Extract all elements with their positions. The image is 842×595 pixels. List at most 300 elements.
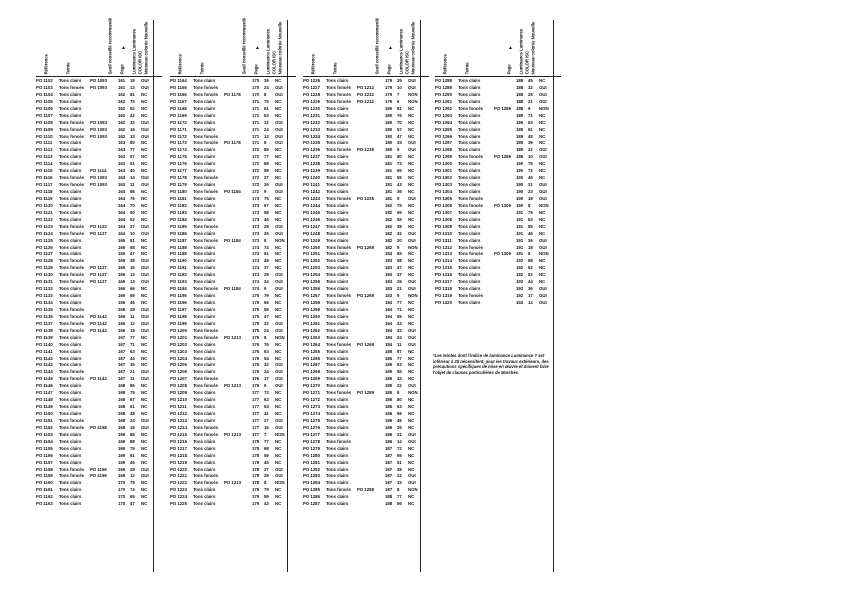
cell-seuil: PO 1114 [90,168,107,174]
cell-teinte: Tons clairs [59,452,82,458]
cell-reference: PO 1251 [303,251,320,257]
cell-seuil: PO 1212 [357,84,374,90]
cell-page: 180 [385,147,393,153]
cell-seuil: PO 1178 [224,91,241,97]
cell-reference: PO 1291 [435,98,452,104]
cell-page: 165 [118,237,126,243]
cell-seuil: PO 1306 [494,251,511,257]
cell-colorisc: OUI [275,466,283,472]
cell-page: 178 [252,480,260,486]
cell-luminance: 36 [528,286,533,292]
cell-teinte: Tons clairs [458,279,481,285]
cell-teinte: Tons clairs [326,383,349,389]
cell-teinte: Tons clairs [458,78,481,83]
cell-luminance: 65 [397,168,402,174]
cell-teinte: Tons clairs [193,78,216,83]
cell-colorisc: NC [141,189,148,194]
cell-reference: PO 1211 [170,404,187,410]
cell-seuil [224,99,252,106]
cell-teinte: Tons clairs [193,230,216,236]
cell-page: 169 [118,473,126,479]
cell-reference: PO 1163 [36,501,53,507]
cell-luminance: 12 [130,473,135,479]
cell-page: 166 [118,300,126,305]
cell-reference: PO 1316 [435,272,452,278]
cell-luminance: 46 [528,175,533,181]
cell-page: 170 [118,487,126,493]
cell-reference: PO 1158 [36,466,53,472]
table-row [170,418,296,425]
cell-page: 162 [118,105,126,111]
cell-seuil [357,307,385,314]
cell-reference: PO 1103 [36,84,53,90]
cell-luminance: 67 [130,397,135,403]
cell-colorisc: OUI [275,272,283,278]
cell-teinte: Tons clairs [193,279,216,285]
cell-luminance: 8 [264,334,267,340]
cell-page: 180 [385,119,393,125]
cell-teinte: Tons clairs [193,126,216,132]
cell-luminance: 43 [397,182,402,188]
cell-luminance: 57 [397,126,402,132]
cell-teinte: Tons clairs [326,320,349,326]
table-row [303,85,429,92]
cell-luminance: 61 [130,452,135,458]
cell-reference: PO 1105 [36,98,53,104]
cell-colorisc: NON [275,480,285,486]
cell-teinte: Tons clairs [59,383,82,389]
cell-page: 178 [252,459,260,465]
cell-reference: PO 1182 [170,202,187,208]
cell-teinte: Tons clairs [326,112,349,118]
cell-luminance: 76 [397,112,402,118]
cell-colorisc: NC [275,175,282,181]
cell-seuil [90,446,118,453]
cell-luminance: 10 [130,230,135,236]
cell-seuil [357,494,385,501]
cell-seuil [90,245,118,252]
cell-reference: PO 1169 [170,112,187,118]
cell-seuil [224,203,252,210]
cell-seuil [357,349,385,356]
cell-luminance: 61 [130,404,135,410]
header-ref: Référence [177,53,183,74]
cell-page: 184 [385,313,393,319]
cell-colorisc: OUI [408,147,416,153]
cell-colorisc: NC [141,459,148,465]
cell-colorisc: OUI [539,237,547,243]
cell-reference: PO 1283 [303,473,320,479]
cell-luminance: 47 [130,251,135,257]
table-row [36,328,162,335]
column-header [36,17,162,77]
cell-teinte: Tons clairs [326,119,349,125]
cell-reference: PO 1298 [435,147,452,153]
cell-colorisc: NC [275,487,282,493]
cell-page: 166 [118,313,126,319]
cell-colorisc: NC [275,195,282,201]
cell-teinte: Tons clairs [59,78,82,83]
cell-reference: PO 1235 [303,140,320,146]
table-row [303,349,429,356]
cell-reference: PO 1304 [435,189,452,194]
cell-reference: PO 1276 [303,424,320,430]
cell-seuil [357,460,385,467]
cell-page: 164 [118,223,126,229]
cell-seuil [224,175,252,182]
cell-page: 181 [385,161,393,167]
cell-reference: PO 1115 [36,168,53,174]
table-row [303,467,429,474]
cell-reference: PO 1130 [36,272,53,278]
cell-colorisc: NC [539,272,546,278]
cell-seuil [357,189,385,196]
cell-page: 168 [118,411,126,416]
cell-teinte: Tons clairs [59,404,82,410]
cell-page: 164 [118,202,126,208]
cell-teinte: Tons clairs [326,417,349,423]
table-row [170,383,296,390]
cell-colorisc: NC [408,161,415,167]
cell-colorisc: NON [408,91,418,97]
cell-reference: PO 1233 [303,126,320,132]
cell-colorisc: OUI [141,175,149,181]
cell-colorisc: NC [275,209,282,215]
table-row [170,182,296,189]
cell-colorisc: OUI [408,230,416,236]
cell-page: 180 [385,105,393,111]
table-row [303,106,429,113]
table-row [36,480,162,487]
cell-seuil [224,258,252,265]
cell-colorisc: NC [408,300,415,305]
cell-page: 186 [385,431,393,437]
cell-teinte: Tons foncés [193,376,218,382]
cell-colorisc: NC [539,230,546,236]
cell-reference: PO 1120 [36,202,53,208]
cell-reference: PO 1124 [36,230,53,236]
cell-teinte: Tons clairs [326,216,349,222]
cell-page: 169 [118,466,126,472]
table-row [170,286,296,293]
table-row [303,134,429,141]
cell-seuil: PO 1184 [224,286,241,292]
cell-teinte: Tons foncés [326,390,351,396]
cell-reference: PO 1290 [435,91,452,97]
cell-seuil [224,314,252,321]
cell-teinte: Tons clairs [193,209,216,215]
cell-colorisc: NC [141,355,148,361]
cell-colorisc: NC [275,112,282,118]
cell-teinte: Tons clairs [458,133,481,139]
cell-seuil [357,501,385,508]
cell-reference: PO 1223 [170,487,187,493]
cell-luminance: 54 [264,355,269,361]
header-nouv: Nouveau colorée Nouvelle [530,21,536,74]
table-row [303,473,429,480]
header-reference_teinte: Teinte [464,61,470,74]
cell-teinte: Tons clairs [326,473,349,479]
cell-page: 163 [118,175,126,181]
cell-reference: PO 1201 [170,334,187,340]
cell-seuil [224,446,252,453]
cell-teinte: Tons clairs [326,279,349,285]
cell-page: 188 [516,91,524,97]
cell-teinte: Tons foncés [59,313,84,319]
cell-seuil [224,397,252,404]
cell-teinte: Tons clairs [193,98,216,104]
cell-colorisc: NC [275,105,282,111]
cell-teinte: Tons clairs [59,348,82,354]
cell-colorisc: NON [275,431,285,437]
cell-seuil [224,265,252,272]
cell-teinte: Tons clairs [193,397,216,403]
header-colorisc: COLOR ISC [137,50,143,74]
table-row [435,293,561,300]
cell-reference: PO 1293 [435,112,452,118]
cell-teinte: Tons foncés [193,223,218,229]
cell-colorisc: OUI [275,383,283,389]
table-row [36,383,162,390]
cell-teinte: Tons clairs [458,91,481,97]
cell-luminance: 24 [130,417,135,423]
cell-page: 185 [385,355,393,361]
cell-luminance: 37 [264,265,269,271]
table-row [303,328,429,335]
cell-page: 188 [516,84,524,90]
cell-teinte: Tons foncés [326,91,351,97]
cell-seuil [357,300,385,307]
cell-seuil [90,390,118,397]
cell-teinte: Tons foncés [59,182,84,188]
cell-seuil: PO 1093 [90,78,107,83]
table-row [36,210,162,217]
cell-colorisc: OUI [141,230,149,236]
table-row [36,446,162,453]
cell-reference: PO 1151 [36,417,53,423]
cell-luminance: 55 [397,175,402,181]
cell-reference: PO 1258 [303,300,320,305]
cell-colorisc: NC [408,189,415,194]
cell-luminance: 28 [130,306,135,312]
cell-luminance: 39 [528,140,533,146]
cell-luminance: 27 [264,466,269,472]
cell-luminance: 86 [130,431,135,437]
cell-luminance: 65 [130,494,135,500]
table-row [36,78,162,85]
cell-reference: PO 1102 [36,78,53,83]
cell-page: 171 [252,112,260,118]
cell-teinte: Tons clairs [193,404,216,410]
cell-reference: PO 1146 [36,383,53,389]
cell-seuil [90,106,118,113]
cell-colorisc: NC [141,452,148,458]
cell-colorisc: OUI [141,313,149,319]
table-row [170,328,296,335]
cell-reference: PO 1114 [36,161,53,167]
cell-colorisc: OUI [141,417,149,423]
cell-reference: PO 1218 [170,452,187,458]
table-row [303,127,429,134]
cell-page: 164 [118,189,126,194]
cell-reference: PO 1288 [435,78,452,83]
table-row [170,473,296,480]
triangle-icon: ▲ [508,45,513,51]
cell-seuil [357,286,385,293]
cell-reference: PO 1190 [170,258,187,264]
table-row [36,425,162,432]
table-row [435,120,561,127]
cell-luminance: 71 [528,112,533,118]
cell-page: 182 [385,202,393,208]
cell-seuil [90,369,118,376]
cell-colorisc: NC [408,501,415,507]
cell-page: 172 [252,168,260,174]
cell-teinte: Tons clairs [59,237,82,243]
cell-teinte: Tons clairs [326,182,349,188]
cell-teinte: Tons clairs [193,320,216,326]
cell-teinte: Tons foncés [59,320,84,326]
cell-luminance: 46 [397,417,402,423]
cell-colorisc: OUI [408,341,416,347]
cell-page: 187 [385,459,393,465]
table-row [170,113,296,120]
cell-page: 192 [516,265,524,271]
cell-teinte: Tons foncés [326,98,351,104]
triangle-icon: ▲ [388,45,393,51]
table-row [36,134,162,141]
cell-page: 165 [118,279,126,285]
cell-reference: PO 1224 [170,494,187,500]
cell-teinte: Tons clairs [326,404,349,410]
cell-teinte: Tons foncés [193,327,218,333]
cell-teinte: Tons foncés [59,327,84,333]
cell-luminance: 61 [264,105,269,111]
table-row [170,238,296,245]
cell-luminance: 10 [528,154,533,160]
table-row [170,258,296,265]
cell-luminance: 58 [264,209,269,215]
cell-reference: PO 1260 [303,313,320,319]
cell-luminance: 25 [528,91,533,97]
cell-colorisc: NC [539,161,546,167]
cell-colorisc: OUI [408,279,416,285]
cell-teinte: Tons clairs [59,411,82,416]
cell-colorisc: OUI [141,327,149,333]
cell-teinte: Tons clairs [326,355,349,361]
cell-teinte: Tons clairs [193,216,216,222]
cell-colorisc: OUI [141,320,149,326]
cell-colorisc: OUI [539,189,547,194]
table-row [303,460,429,467]
cell-luminance: 17 [264,376,269,382]
cell-reference: PO 1117 [36,182,53,188]
cell-reference: PO 1160 [36,480,53,486]
header-lum: Luminance Luminance [265,28,271,74]
cell-teinte: Tons clairs [326,258,349,264]
cell-teinte: Tons clairs [326,334,349,340]
cell-teinte: Tons clairs [458,161,481,167]
cell-seuil [224,127,252,134]
cell-colorisc: NC [539,140,546,146]
cell-teinte: Tons clairs [59,480,82,486]
cell-colorisc: NC [275,98,282,104]
cell-seuil [224,453,252,460]
table-row [36,418,162,425]
cell-page: 185 [385,348,393,354]
cell-seuil [494,140,516,147]
cell-teinte: Tons clairs [59,98,82,104]
cell-page: 162 [118,126,126,132]
cell-page: 182 [385,209,393,215]
cell-teinte: Tons clairs [326,154,349,160]
table-row [36,467,162,474]
cell-teinte: Tons clairs [458,140,481,146]
cell-colorisc: NC [408,216,415,222]
table-row [36,279,162,286]
cell-teinte: Tons foncés [193,84,218,90]
cell-seuil [494,182,516,189]
cell-seuil [357,161,385,168]
table-row [303,258,429,265]
cell-luminance: 77 [130,334,135,340]
cell-teinte: Tons foncés [59,133,84,139]
cell-seuil [357,182,385,189]
cell-luminance: 73 [264,390,269,396]
cell-colorisc: OUI [539,84,547,90]
cell-luminance: 53 [264,112,269,118]
table-row [36,404,162,411]
table-row [170,501,296,508]
cell-colorisc: NC [539,279,546,285]
table-row [36,154,162,161]
cell-teinte: Tons foncés [59,417,84,423]
header-page: Page [386,63,392,74]
table-row [170,154,296,161]
cell-teinte: Tons clairs [193,452,216,458]
table-row [170,453,296,460]
cell-reference: PO 1208 [170,383,187,389]
cell-page: 174 [252,244,260,250]
table-row [303,231,429,238]
cell-luminance: 61 [264,251,269,257]
table-row [36,439,162,446]
cell-luminance: 75 [528,209,533,215]
cell-reference: PO 1305 [435,195,452,201]
cell-colorisc: OUI [275,473,283,479]
cell-seuil [357,397,385,404]
cell-colorisc: NON [408,293,418,299]
cell-luminance: 18 [130,327,135,333]
cell-colorisc: NC [275,168,282,174]
cell-page: 176 [252,376,260,382]
cell-reference: PO 1200 [170,327,187,333]
cell-luminance: 61 [130,161,135,167]
cell-luminance: 20 [397,237,402,243]
cell-teinte: Tons foncés [59,223,84,229]
cell-colorisc: NC [275,445,282,451]
cell-page: 190 [516,175,524,181]
cell-seuil [90,140,118,147]
cell-reference: PO 1137 [36,320,53,326]
cell-seuil [494,210,516,217]
cell-teinte: Tons foncés [193,473,218,479]
cell-reference: PO 1255 [303,279,320,285]
cell-colorisc: NC [275,251,282,257]
cell-colorisc: OUI [275,189,283,194]
table-row [303,286,429,293]
cell-page: 180 [385,126,393,132]
